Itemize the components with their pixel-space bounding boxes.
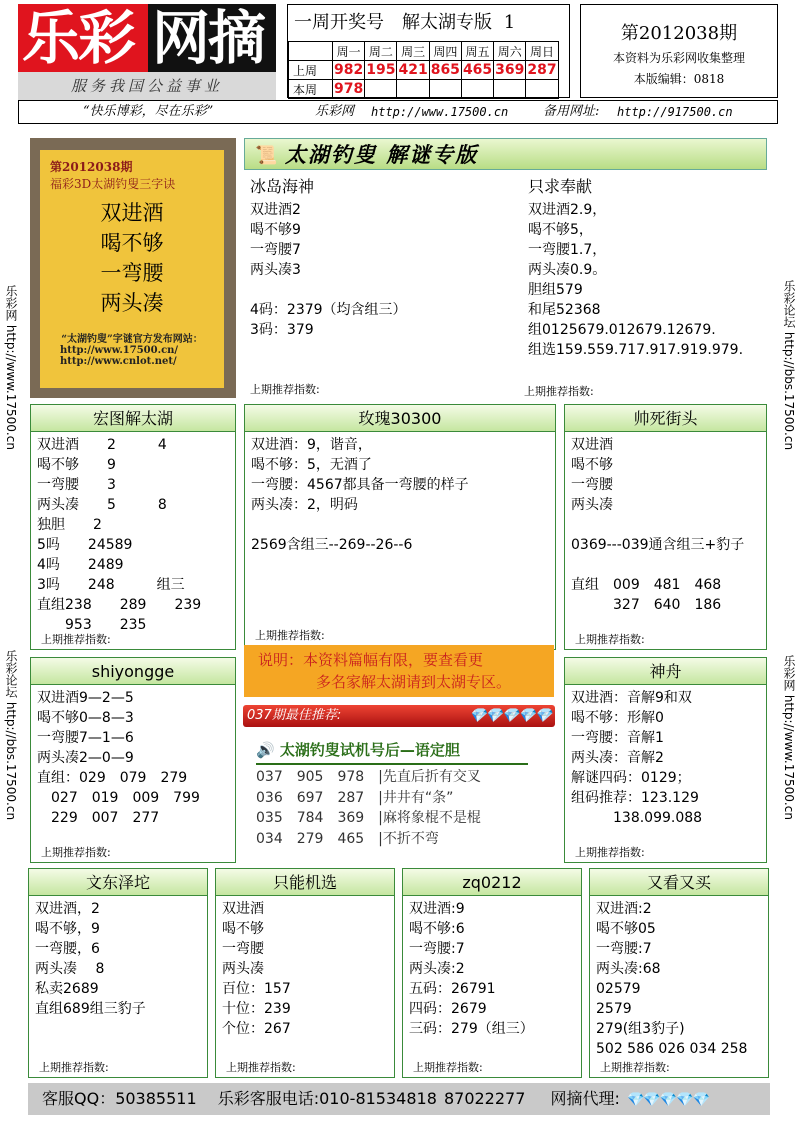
prediction-text: 双进酒:9 喝不够:6 一弯腰:7 两头凑:2 五码：26791 四码：2679 三码：279（组三）: [409, 901, 534, 1037]
prediction-text: 双进酒2 喝不够9 一弯腰7 两头凑3 4码：2379（均含组三） 3码：379: [250, 202, 407, 338]
day-header: 周二: [365, 42, 397, 61]
test-row: 034 279 465 |不折不弯: [256, 830, 439, 847]
draw-results-panel: [287, 4, 570, 98]
box-title: 玫瑰30300: [245, 405, 555, 432]
agent-label: 网摘代理:: [550, 1089, 620, 1108]
draw-number: 978: [334, 81, 364, 97]
prediction-box: [30, 404, 236, 650]
draw-title: 一周开奖号 解太湖专版 1: [294, 12, 516, 33]
notice-line: 说明：本资料篇幅有限，要查看更: [258, 651, 484, 669]
riddle-line: 喝不够: [100, 231, 164, 255]
diamond-rating-icon: 💎💎💎💎💎: [627, 1092, 710, 1108]
rating-label: 上期推荐指数:: [39, 1061, 109, 1074]
issue-number: 第2012038期: [620, 23, 738, 44]
logo-black-text: 网摘: [148, 4, 276, 72]
day-header: 周一: [333, 42, 365, 61]
prediction-text: 双进酒:2 喝不够05 一弯腰:7 两头凑:68 02579 2579 279(组3豹子) 502 586 026 034 258: [596, 901, 748, 1057]
riddle-line: 一弯腰: [100, 261, 164, 285]
best-pick-bar: [243, 705, 555, 727]
rating-label: 上期推荐指数:: [575, 846, 645, 859]
draw-number: 369: [495, 62, 525, 78]
prediction-text: 双进酒：9，谐音， 喝不够：5，无酒了 一弯腰：4567都具备一弯腰的样子 两头凑：2，明码 2569含组三--269--26--6: [251, 437, 469, 553]
prediction-box: [30, 657, 236, 863]
draw-number: 465: [462, 62, 493, 78]
draw-number: [461, 80, 493, 99]
editor-note: 本版编辑：0818: [633, 72, 725, 86]
issue-note: 本资料为乐彩网收集整理: [612, 51, 745, 65]
draw-number: [397, 80, 429, 99]
feature-card: [30, 138, 236, 398]
row-label: 本周: [289, 80, 333, 99]
side-text-right-top: 乐彩论坛 http://bbs.17500.cn: [782, 280, 796, 451]
side-text-left-bottom: 乐彩论坛 http://bbs.17500.cn: [4, 650, 18, 821]
author-name: 冰岛海神: [250, 177, 315, 196]
logo: [18, 4, 280, 102]
prediction-box: [215, 868, 395, 1078]
qq-contact: 客服QQ：50385511: [42, 1089, 197, 1108]
rating-label: 上期推荐指数:: [413, 1061, 483, 1074]
box-title: 只能机选: [216, 869, 394, 896]
author-name: 只求奉献: [528, 177, 593, 196]
alt-link[interactable]: http://917500.cn: [617, 105, 733, 119]
section-banner: [244, 138, 767, 170]
draw-number: 421: [398, 62, 428, 78]
rating-label: 上期推荐指数:: [41, 633, 111, 646]
phone-contact: 乐彩客服电话:010-81534818 87022277: [217, 1089, 526, 1108]
prediction-box: [564, 404, 767, 650]
alt-label: 备用网址:: [543, 104, 600, 119]
rating-label: 上期推荐指数:: [600, 1061, 670, 1074]
side-text-right-bottom: 乐彩网 http://www.17500.cn: [782, 655, 796, 820]
card-issue: 第2012038期: [50, 160, 133, 174]
issue-panel: [580, 4, 778, 98]
contact-bar: [28, 1083, 770, 1115]
site-link[interactable]: http://www.17500.cn: [371, 105, 509, 119]
banner-title: 太湖钓叟 解谜专版: [285, 142, 479, 167]
day-header: 周四: [429, 42, 461, 61]
rating-label: 上期推荐指数:: [255, 629, 325, 642]
day-header: 周日: [526, 42, 558, 61]
prediction-box: [564, 657, 767, 863]
row-label: 上周: [289, 61, 333, 80]
card-subtitle: 福彩3D太湖钓叟三字诀: [50, 177, 176, 191]
test-number-panel: [256, 737, 556, 855]
notice-box: [244, 645, 554, 697]
feature-card-inner: [40, 150, 224, 388]
rating-label: 上期推荐指数:: [524, 385, 594, 398]
prediction-text: 双进酒 喝不够 一弯腰 两头凑 百位：157 十位：239 个位：267: [222, 901, 291, 1037]
box-title: 文东泽坨: [29, 869, 207, 896]
riddle-line: 两头凑: [100, 291, 164, 315]
prediction-text: 双进酒 喝不够 一弯腰 两头凑 0369---039通含组三+豹子 直组 009 481 468 327 640 186: [571, 437, 745, 613]
box-title: shiyongge: [31, 658, 235, 685]
prediction-box: [28, 868, 208, 1078]
speaker-icon: 🔊: [256, 741, 275, 759]
rating-label: 上期推荐指数:: [41, 846, 111, 859]
box-title: zq0212: [403, 869, 581, 896]
day-header: 周三: [397, 42, 429, 61]
side-text-left-top: 乐彩网 http://www.17500.cn: [4, 285, 18, 450]
draw-table: [288, 41, 559, 99]
day-header: 周六: [494, 42, 526, 61]
draw-number: [526, 80, 558, 99]
test-row: 035 784 369 |麻将象棍不是棍: [256, 810, 481, 826]
prediction-text: 双进酒 2 4 喝不够 9 一弯腰 3 两头凑 5 8 独胆 2 5吗 24589 4吗 2489 3吗 248 组三 直组238 289 239 953 235: [37, 437, 202, 633]
box-title: 神舟: [565, 658, 766, 685]
diamond-rating-icon: 💎💎💎💎💎: [469, 708, 552, 724]
site-label: 乐彩网: [315, 104, 355, 119]
draw-number: [365, 80, 397, 99]
rating-label: 上期推荐指数:: [250, 383, 320, 396]
best-pick-label: 037期最佳推荐:: [247, 708, 342, 723]
logo-red-text: 乐彩: [18, 4, 148, 72]
card-footer: “太湖钓叟”字谜官方发布网站：: [61, 334, 203, 345]
test-title: 太湖钓叟试机号后—语定胆: [279, 741, 460, 759]
rating-label: 上期推荐指数:: [575, 633, 645, 646]
card-link[interactable]: http://www.17500.cn/: [60, 345, 179, 356]
draw-number: [429, 80, 461, 99]
prediction-text: 双进酒9—2—5 喝不够0—8—3 一弯腰7—1—6 两头凑2—0—9 直组：029 079 279 027 019 009 799 229 007 277: [37, 690, 200, 826]
prediction-text: 双进酒2.9， 喝不够5， 一弯腰1.7， 两头凑0.9。 胆组579 和尾52368 组0125679.012679.12679. 组选159.559.717.917.919.979.: [528, 202, 744, 358]
prediction-box: [589, 868, 769, 1078]
card-link[interactable]: http://www.cnlot.net/: [60, 356, 177, 367]
slogan-quote: “快乐博彩，尽在乐彩”: [83, 104, 214, 119]
riddle-line: 双进酒: [100, 201, 164, 225]
draw-number: 195: [366, 62, 396, 78]
logo-subtitle: 服务我国公益事业: [18, 72, 276, 100]
box-title: 帅死街头: [565, 405, 766, 432]
scroll-icon: 📜: [255, 145, 278, 166]
prediction-box: [402, 868, 582, 1078]
notice-line: 多名家解太湖请到太湖专区。: [316, 673, 512, 691]
draw-number: 287: [527, 62, 557, 78]
rating-label: 上期推荐指数:: [226, 1061, 296, 1074]
box-title: 又看又买: [590, 869, 768, 896]
prediction-text: 双进酒：音解9和双 喝不够：形解0 一弯腰：音解1 两头凑：音解2 解谜四码：0129； 组码推荐：123.129 138.099.088: [571, 690, 703, 826]
draw-number: 982: [334, 62, 364, 78]
test-row: 037 905 978 |先直后折有交叉: [256, 769, 481, 785]
slogan-bar: [18, 100, 778, 124]
test-row: 036 697 287 |井井有“条”: [256, 789, 454, 806]
prediction-text: 双进酒，2 喝不够，9 一弯腰，6 两头凑 8 私卖2689 直组689组三豹子: [35, 901, 146, 1017]
box-title: 宏图解太湖: [31, 405, 235, 432]
day-header: 周五: [461, 42, 493, 61]
draw-number: [494, 80, 526, 99]
prediction-box: [244, 404, 556, 650]
draw-number: 865: [430, 62, 460, 78]
